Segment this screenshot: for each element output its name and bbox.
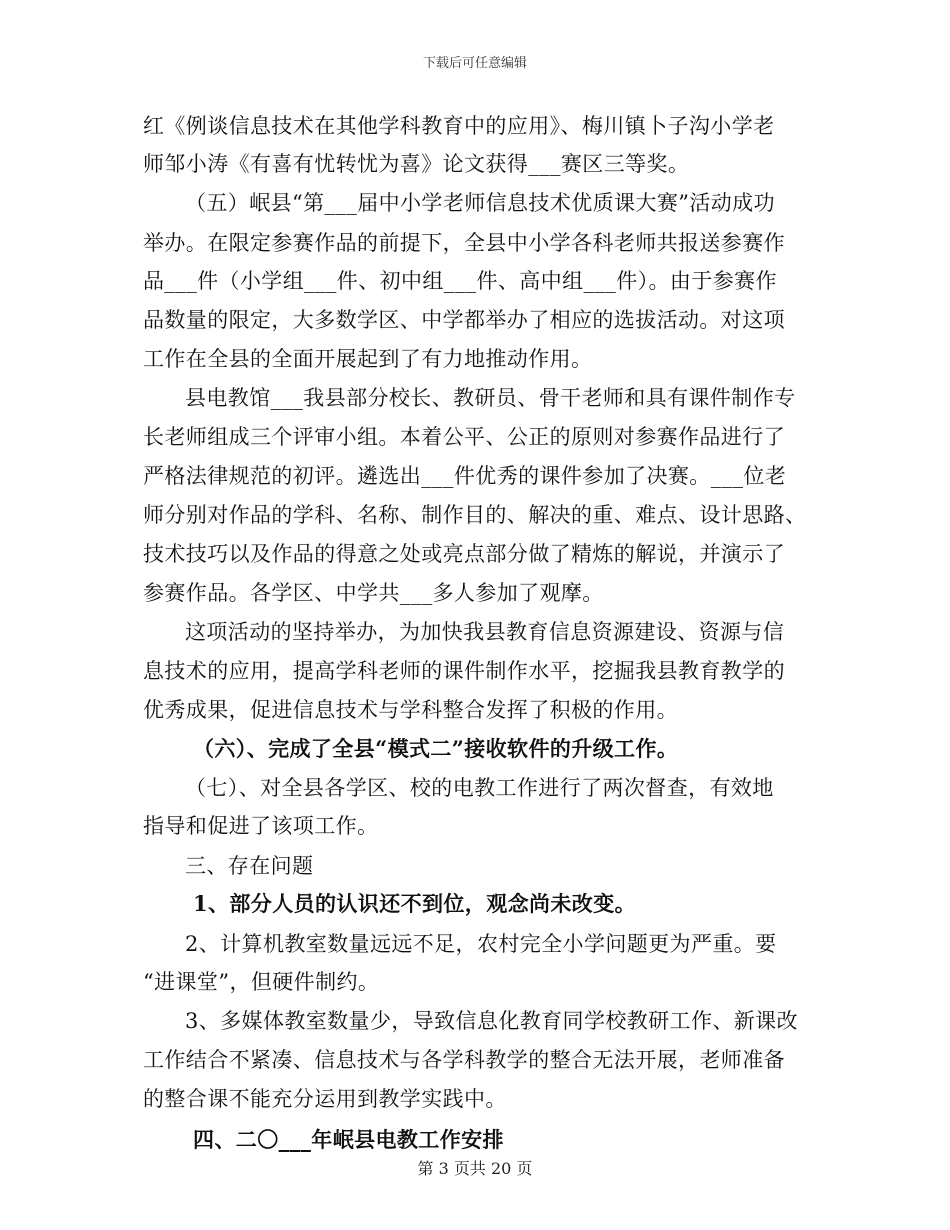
paragraph-line: “进课堂”，但硬件制约。 <box>143 970 380 994</box>
paragraph-line: 的整合课不能充分运用到教学实践中。 <box>143 1087 507 1111</box>
paragraph-line: 优秀成果，促进信息技术与学科整合发挥了积极的作用。 <box>143 698 678 722</box>
paragraph-line: 严格法律规范的初评。遴选出___件优秀的课件参加了决赛。___位老 <box>143 464 787 488</box>
paragraph-line: 品数量的限定，大多数学区、中学都举办了相应的选拔活动。对这项 <box>143 308 785 332</box>
paragraph-line: 师分别对作品的学科、名称、制作目的、解决的重、难点、设计思路、 <box>143 503 807 527</box>
page-header: 下载后可任意编辑 <box>422 56 527 71</box>
paragraph-line: 工作结合不紧凑、信息技术与各学科教学的整合无法开展，老师准备 <box>143 1048 785 1072</box>
paragraph-line: 这项活动的坚持举办，为加快我县教育信息资源建设、资源与信 <box>185 620 785 644</box>
paragraph-line: 县电教馆___我县部分校长、教研员、骨干老师和具有课件制作专 <box>185 386 796 410</box>
paragraph-line: 举办。在限定参赛作品的前提下，全县中小学各科老师共报送参赛作 <box>143 231 785 255</box>
paragraph-line: （七）、对全县各学区、校的电教工作进行了两次督查，有效地 <box>185 776 774 800</box>
paragraph-line: 红《例谈信息技术在其他学科教育中的应用》、梅川镇卜子沟小学老 <box>143 114 775 138</box>
paragraph-line: 四、二〇___年岷县电教工作安排 <box>193 1127 504 1152</box>
paragraph-line: 品___件（小学组___件、初中组___件、高中组___件）。由于参赛作 <box>143 269 777 293</box>
paragraph-line: 3、多媒体教室数量少，导致信息化教育同学校教研工作、新课改 <box>185 1009 798 1033</box>
page-footer: 第 3 页共 20 页 <box>417 1159 533 1178</box>
paragraph-line: （六）、完成了全县“模式二”接收软件的升级工作。 <box>193 736 679 761</box>
paragraph-line: （五）岷县“第___届中小学老师信息技术优质课大赛”活动成功 <box>185 191 775 215</box>
paragraph-line: 参赛作品。各学区、中学共___多人参加了观摩。 <box>143 581 604 605</box>
paragraph-line: 2、计算机教室数量远远不足，农村完全小学问题更为严重。要 <box>185 932 777 956</box>
paragraph-line: 1、部分人员的认识还不到位，观念尚未改变。 <box>193 891 637 916</box>
paragraph-line: 三、存在问题 <box>185 854 314 878</box>
paragraph-line: 息技术的应用，提高学科老师的课件制作水平，挖掘我县教育教学的 <box>143 659 785 683</box>
paragraph-line: 工作在全县的全面开展起到了有力地推动作用。 <box>143 347 593 371</box>
paragraph-line: 指导和促进了该项工作。 <box>143 814 379 838</box>
paragraph-line: 技术技巧以及作品的得意之处或亮点部分做了精炼的解说，并演示了 <box>143 542 785 566</box>
paragraph-line: 长老师组成三个评审小组。本着公平、公正的原则对参赛作品进行了 <box>143 425 785 449</box>
paragraph-line: 师邹小涛《有喜有忧转忧为喜》论文获得___赛区三等奖。 <box>143 152 690 176</box>
